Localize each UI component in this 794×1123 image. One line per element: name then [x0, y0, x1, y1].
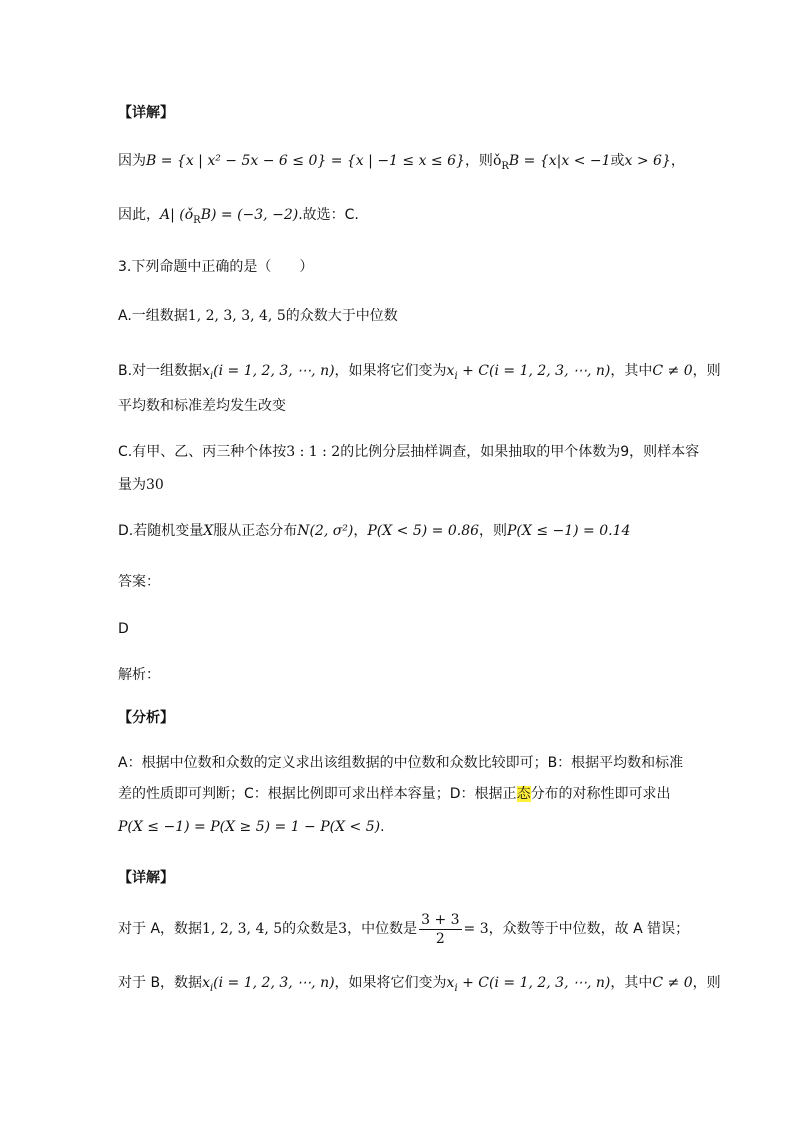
- option-c-line-1: [118, 441, 699, 463]
- detail-heading-1: 【详解】: [118, 105, 174, 121]
- math-complement: ǒ: [492, 153, 502, 169]
- math: = 3: [463, 921, 489, 937]
- fraction-denominator: 2: [435, 930, 445, 947]
- math: C ≠ 0: [652, 363, 693, 379]
- math: C ≠ 0: [652, 975, 693, 991]
- math-subscript: i: [209, 982, 214, 994]
- detail-heading-2: 【详解】: [118, 870, 174, 886]
- text: 分布的对称性即可求出: [530, 786, 671, 802]
- text: ，则: [479, 523, 508, 539]
- text: 的众数大于中位数: [285, 308, 398, 324]
- math-subscript: i: [454, 982, 458, 994]
- text: 对于 A，数据: [118, 921, 203, 937]
- math-complement-set: B = {x|x < −1: [508, 153, 611, 169]
- option-a: [118, 305, 398, 327]
- math: + C(i = 1, 2, 3, ⋯, n): [457, 363, 611, 379]
- math-dataset: 1, 2, 3, 3, 4, 5: [187, 308, 286, 324]
- math-intersection: A| (ǒ: [160, 207, 194, 223]
- math-normal-distribution: N(2, σ²): [297, 523, 354, 539]
- analysis-heading: 【分析】: [118, 710, 174, 726]
- option-c-line-2: [118, 474, 164, 496]
- text: ，如果将它们变为: [334, 363, 447, 379]
- text: .: [380, 819, 385, 835]
- detail-line-2: [118, 204, 359, 226]
- text: ，: [353, 523, 368, 539]
- text: ，如果将它们变为: [334, 975, 447, 991]
- text: ，中位数是: [347, 921, 418, 937]
- math-dataset: 1, 2, 3, 4, 5: [202, 921, 283, 937]
- text: 的比例分层抽样调查，如果抽取的甲个体数为9，则样本容: [340, 444, 700, 460]
- math: x: [446, 975, 455, 991]
- text: 因为: [118, 153, 146, 169]
- answer-label: 答案：: [118, 574, 160, 590]
- math: 3: [338, 921, 348, 937]
- text: ，其中: [610, 975, 653, 991]
- math-subscript: i: [454, 370, 458, 382]
- option-b-line-2: 平均数和标准差均发生改变: [118, 398, 286, 414]
- text: ，则: [692, 975, 721, 991]
- math: (i = 1, 2, 3, ⋯, n): [213, 363, 335, 379]
- math: + C(i = 1, 2, 3, ⋯, n): [457, 975, 611, 991]
- text: A.一组数据: [118, 308, 188, 324]
- math-probability: P(X ≤ −1) = P(X ≥ 5) = 1 − P(X < 5): [118, 819, 381, 835]
- option-b-line-1: [118, 360, 721, 382]
- math-subscript: R: [193, 214, 201, 226]
- highlighted-text: 态: [516, 786, 531, 802]
- text: ，则: [464, 153, 493, 169]
- math-subscript: R: [501, 160, 509, 172]
- text: C.有甲、乙、丙三种个体按: [118, 444, 287, 460]
- text: 的众数是: [282, 921, 339, 937]
- math: x: [446, 363, 455, 379]
- math-subscript: i: [209, 370, 214, 382]
- text: ，: [670, 153, 685, 169]
- text: ，则: [692, 363, 721, 379]
- option-d: [118, 520, 630, 542]
- question-stem: 3.下列命题中正确的是（ ）: [118, 259, 314, 275]
- math: (i = 1, 2, 3, ⋯, n): [213, 975, 335, 991]
- text: ，其中: [610, 363, 653, 379]
- text: 对于 B，数据: [118, 975, 203, 991]
- text: B.对一组数据: [118, 363, 203, 379]
- text: 量为: [118, 477, 146, 493]
- text: 差的性质即可判断；C：根据比例即可求出样本容量；D：根据正: [118, 786, 517, 802]
- analysis-line-3: [118, 816, 385, 838]
- analysis-line-1: A：根据中位数和众数的定义求出该组数据的中位数和众数比较即可；B：根据平均数和标准: [118, 755, 684, 771]
- text: 或: [610, 153, 625, 169]
- math: P(X < 5) = 0.86: [367, 523, 480, 539]
- detail2-line-a: [118, 909, 689, 949]
- analysis-label: 解析：: [118, 667, 160, 683]
- math: x > 6}: [624, 153, 671, 169]
- math: X: [203, 523, 214, 539]
- detail-line-1: [118, 150, 685, 172]
- text: 服从正态分布: [213, 523, 298, 539]
- text: 因此，: [118, 207, 160, 223]
- math: x: [202, 975, 210, 991]
- text: .故选：C.: [298, 207, 359, 223]
- detail2-line-b: [118, 972, 721, 994]
- math-ratio: 3 : 1 : 2: [286, 444, 341, 460]
- math: x: [202, 363, 210, 379]
- math: 30: [146, 477, 164, 493]
- text: ，众数等于中位数，故 A 错误；: [488, 921, 690, 937]
- math-result: B) = (−3, −2): [200, 207, 299, 223]
- answer-value: D: [118, 621, 129, 637]
- analysis-line-2: [118, 783, 671, 805]
- text: D.若随机变量: [118, 523, 204, 539]
- math: P(X ≤ −1) = 0.14: [507, 523, 631, 539]
- fraction: [419, 911, 461, 948]
- fraction-numerator: 3 + 3: [421, 911, 460, 928]
- math-set-b: B = {x | x² − 5x − 6 ≤ 0} = {x | −1 ≤ x ≤ 6}: [146, 153, 465, 169]
